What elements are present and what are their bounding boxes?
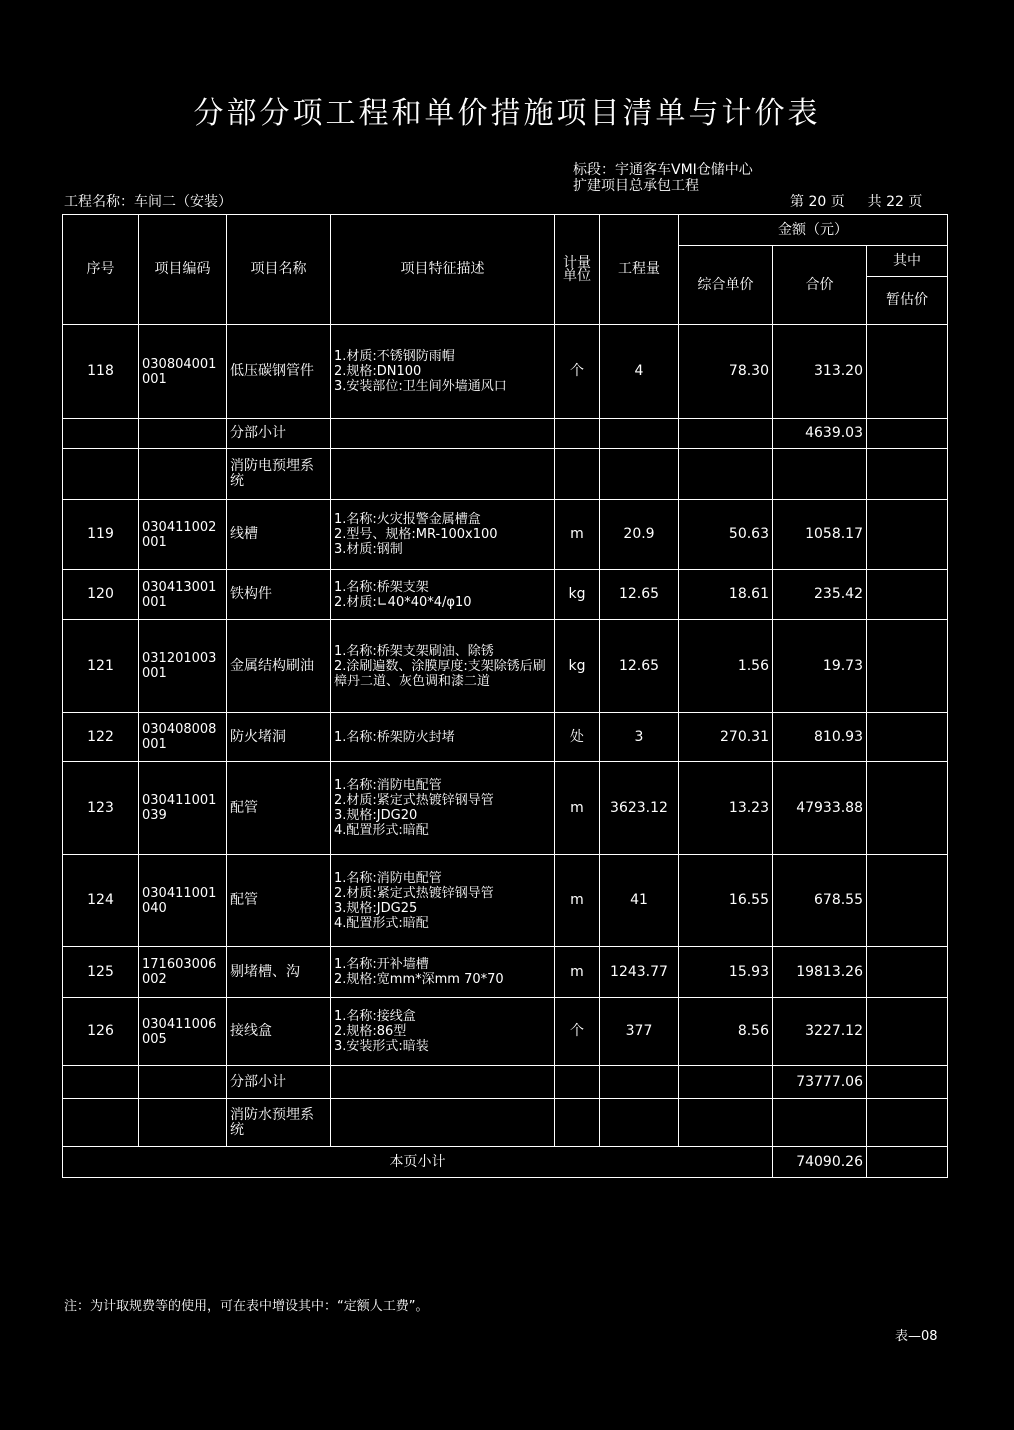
seq-cell: [63, 1066, 139, 1099]
desc-line: 2.型号、规格:MR-100x100: [334, 527, 498, 542]
section-name: 消防电预埋系统: [227, 449, 331, 500]
qty-cell: 3: [600, 713, 679, 762]
price-cell: [679, 1099, 773, 1147]
desc-line: 2.规格:DN100: [334, 364, 422, 379]
code-cell: 030411001039: [139, 762, 227, 855]
seq-cell: 118: [63, 325, 139, 419]
desc-cell: [331, 449, 555, 500]
unit-cell: m: [555, 500, 600, 570]
desc-line: 2.规格:宽mm*深mm 70*70: [334, 972, 504, 987]
table-row: [63, 947, 948, 998]
seq-cell: 121: [63, 620, 139, 713]
unit-cell: kg: [555, 570, 600, 620]
header-of-which: 其中: [867, 246, 948, 277]
code-cell: [139, 419, 227, 449]
code-cell: 030411001040: [139, 855, 227, 947]
table-row: [63, 713, 948, 762]
code-cell: 031201003001: [139, 620, 227, 713]
table-body: [63, 325, 948, 1178]
header-seq: 序号: [63, 215, 139, 325]
name-cell: 剔堵槽、沟: [227, 947, 331, 998]
qty-cell: 41: [600, 855, 679, 947]
desc-cell: [331, 855, 555, 947]
code-cell: 030408008001: [139, 713, 227, 762]
price-cell: 1.56: [679, 620, 773, 713]
header-amount: 金额（元）: [679, 215, 948, 246]
header-estimate: 暂估价: [867, 277, 948, 325]
code-cell: 030411006005: [139, 998, 227, 1066]
estimate-cell: [867, 1066, 948, 1099]
unit-cell: [555, 419, 600, 449]
qty-cell: 377: [600, 998, 679, 1066]
project-name: 工程名称：车间二（安装）: [64, 194, 232, 210]
header-unit-price: 综合单价: [679, 246, 773, 325]
desc-cell: [331, 500, 555, 570]
table-row: [63, 570, 948, 620]
total-cell: 47933.88: [773, 762, 867, 855]
table-row: [63, 855, 948, 947]
qty-cell: [600, 419, 679, 449]
name-cell: 铁构件: [227, 570, 331, 620]
price-cell: 13.23: [679, 762, 773, 855]
header-total: 合价: [773, 246, 867, 325]
qty-cell: 12.65: [600, 570, 679, 620]
seq-cell: [63, 1099, 139, 1147]
desc-cell: [331, 713, 555, 762]
desc-line: 1.名称:桥架支架刷油、除锈: [334, 643, 494, 659]
price-cell: [679, 1066, 773, 1099]
desc-line: 1.名称:桥架支架: [334, 579, 429, 595]
header-code: 项目编码: [139, 215, 227, 325]
seq-cell: 119: [63, 500, 139, 570]
estimate-cell: [867, 713, 948, 762]
page-subtotal-label: 本页小计: [63, 1147, 773, 1178]
table-row: [63, 1066, 948, 1099]
total-cell: 810.93: [773, 713, 867, 762]
desc-line: 1.名称:消防电配管: [334, 778, 442, 793]
estimate-cell: [867, 449, 948, 500]
bid-section: 标段：宇通客车VMI仓储中心扩建项目总承包工程: [573, 162, 753, 194]
estimate-cell: [867, 947, 948, 998]
unit-cell: kg: [555, 620, 600, 713]
unit-cell: m: [555, 762, 600, 855]
section-name: 消防水预埋系统: [227, 1099, 331, 1147]
qty-cell: 4: [600, 325, 679, 419]
seq-cell: [63, 419, 139, 449]
code-cell: [139, 449, 227, 500]
estimate-cell: [867, 325, 948, 419]
code-cell: [139, 1066, 227, 1099]
seq-cell: 123: [63, 762, 139, 855]
code-cell: 030411002001: [139, 500, 227, 570]
header-unit: 计量单位: [555, 215, 600, 325]
desc-line: 4.配置形式:暗配: [334, 915, 429, 931]
desc-cell: [331, 570, 555, 620]
unit-cell: [555, 1099, 600, 1147]
price-cell: 78.30: [679, 325, 773, 419]
desc-line: 2.材质:紧定式热镀锌钢导管: [334, 885, 494, 901]
estimate-cell: [867, 500, 948, 570]
table-row: [63, 419, 948, 449]
header-qty: 工程量: [600, 215, 679, 325]
qty-cell: 20.9: [600, 500, 679, 570]
total-cell: 4639.03: [773, 419, 867, 449]
qty-cell: [600, 1099, 679, 1147]
desc-line: 1.名称:接线盒: [334, 1009, 416, 1024]
price-cell: [679, 419, 773, 449]
estimate-cell: [867, 998, 948, 1066]
estimate-cell: [867, 762, 948, 855]
desc-cell: [331, 947, 555, 998]
total-cell: 1058.17: [773, 500, 867, 570]
desc-line: 2.材质:紧定式热镀锌钢导管: [334, 793, 494, 808]
price-cell: 18.61: [679, 570, 773, 620]
desc-line: 2.材质:∟40*40*4/φ10: [334, 594, 472, 610]
desc-line: 3.规格:JDG20: [334, 808, 418, 823]
price-cell: 8.56: [679, 998, 773, 1066]
subtotal-label: 分部小计: [227, 419, 331, 449]
total-cell: 19.73: [773, 620, 867, 713]
price-cell: 270.31: [679, 713, 773, 762]
code-cell: 171603006002: [139, 947, 227, 998]
page-current: 第 20 页: [790, 194, 845, 210]
seq-cell: 125: [63, 947, 139, 998]
total-cell: 313.20: [773, 325, 867, 419]
desc-line: 4.配置形式:暗配: [334, 823, 429, 838]
total-cell: [773, 449, 867, 500]
qty-cell: 12.65: [600, 620, 679, 713]
unit-cell: 个: [555, 325, 600, 419]
qty-cell: [600, 449, 679, 500]
desc-line: 1.名称:开补墙槽: [334, 957, 429, 972]
desc-line: 1.名称:火灾报警金属槽盒: [334, 512, 481, 527]
price-cell: 50.63: [679, 500, 773, 570]
name-cell: 线槽: [227, 500, 331, 570]
desc-cell: [331, 998, 555, 1066]
page-subtotal-total: 74090.26: [773, 1147, 867, 1178]
subtotal-label: 分部小计: [227, 1066, 331, 1099]
total-cell: [773, 1099, 867, 1147]
name-cell: 金属结构刷油: [227, 620, 331, 713]
table-row: [63, 449, 948, 500]
desc-cell: [331, 1066, 555, 1099]
desc-line: 3.安装形式:暗装: [334, 1039, 429, 1054]
pricing-table: [62, 214, 948, 1178]
unit-cell: [555, 449, 600, 500]
name-cell: 防火堵洞: [227, 713, 331, 762]
seq-cell: [63, 449, 139, 500]
form-code: 表—08: [895, 1329, 938, 1344]
desc-cell: [331, 325, 555, 419]
desc-line: 3.规格:JDG25: [334, 900, 418, 916]
seq-cell: 126: [63, 998, 139, 1066]
name-cell: 配管: [227, 762, 331, 855]
total-cell: 235.42: [773, 570, 867, 620]
estimate-cell: [867, 1099, 948, 1147]
unit-cell: 个: [555, 998, 600, 1066]
desc-line: 1.名称:消防电配管: [334, 870, 442, 886]
desc-line: 2.规格:86型: [334, 1024, 407, 1039]
code-cell: 030413001001: [139, 570, 227, 620]
total-cell: 19813.26: [773, 947, 867, 998]
table-row: [63, 500, 948, 570]
table-row: [63, 762, 948, 855]
table-row: [63, 325, 948, 419]
name-cell: 配管: [227, 855, 331, 947]
unit-cell: [555, 1066, 600, 1099]
table-row: [63, 1099, 948, 1147]
desc-cell: [331, 620, 555, 713]
name-cell: 接线盒: [227, 998, 331, 1066]
unit-cell: m: [555, 855, 600, 947]
desc-line: 1.名称:桥架防火封堵: [334, 729, 455, 745]
price-cell: [679, 449, 773, 500]
desc-cell: [331, 762, 555, 855]
code-cell: 030804001001: [139, 325, 227, 419]
qty-cell: [600, 1066, 679, 1099]
page-title: 分部分项工程和单价措施项目清单与计价表: [193, 96, 821, 131]
table-row: [63, 620, 948, 713]
desc-line: 3.材质:钢制: [334, 542, 403, 557]
qty-cell: 1243.77: [600, 947, 679, 998]
total-cell: 73777.06: [773, 1066, 867, 1099]
header-name: 项目名称: [227, 215, 331, 325]
desc-cell: [331, 1099, 555, 1147]
price-cell: 16.55: [679, 855, 773, 947]
page-total: 共 22 页: [867, 194, 923, 210]
qty-cell: 3623.12: [600, 762, 679, 855]
estimate-cell: [867, 1147, 948, 1178]
desc-line: 1.材质:不锈钢防雨帽: [334, 349, 455, 364]
desc-line: 3.安装部位:卫生间外墙通风口: [334, 379, 507, 394]
code-cell: [139, 1099, 227, 1147]
estimate-cell: [867, 419, 948, 449]
estimate-cell: [867, 855, 948, 947]
estimate-cell: [867, 620, 948, 713]
desc-line: 2.涂刷遍数、涂膜厚度:支架除锈后刷樟丹二道、灰色调和漆二道: [334, 658, 546, 689]
footnote: 注：为计取规费等的使用，可在表中增设其中：“定额人工费”。: [64, 1299, 429, 1314]
page-subtotal-row: [63, 1147, 948, 1178]
total-cell: 3227.12: [773, 998, 867, 1066]
unit-cell: 处: [555, 713, 600, 762]
seq-cell: 120: [63, 570, 139, 620]
unit-cell: m: [555, 947, 600, 998]
header-desc: 项目特征描述: [331, 215, 555, 325]
name-cell: 低压碳钢管件: [227, 325, 331, 419]
seq-cell: 124: [63, 855, 139, 947]
estimate-cell: [867, 570, 948, 620]
price-cell: 15.93: [679, 947, 773, 998]
table-row: [63, 998, 948, 1066]
total-cell: 678.55: [773, 855, 867, 947]
seq-cell: 122: [63, 713, 139, 762]
page-info: [790, 194, 922, 210]
desc-cell: [331, 419, 555, 449]
